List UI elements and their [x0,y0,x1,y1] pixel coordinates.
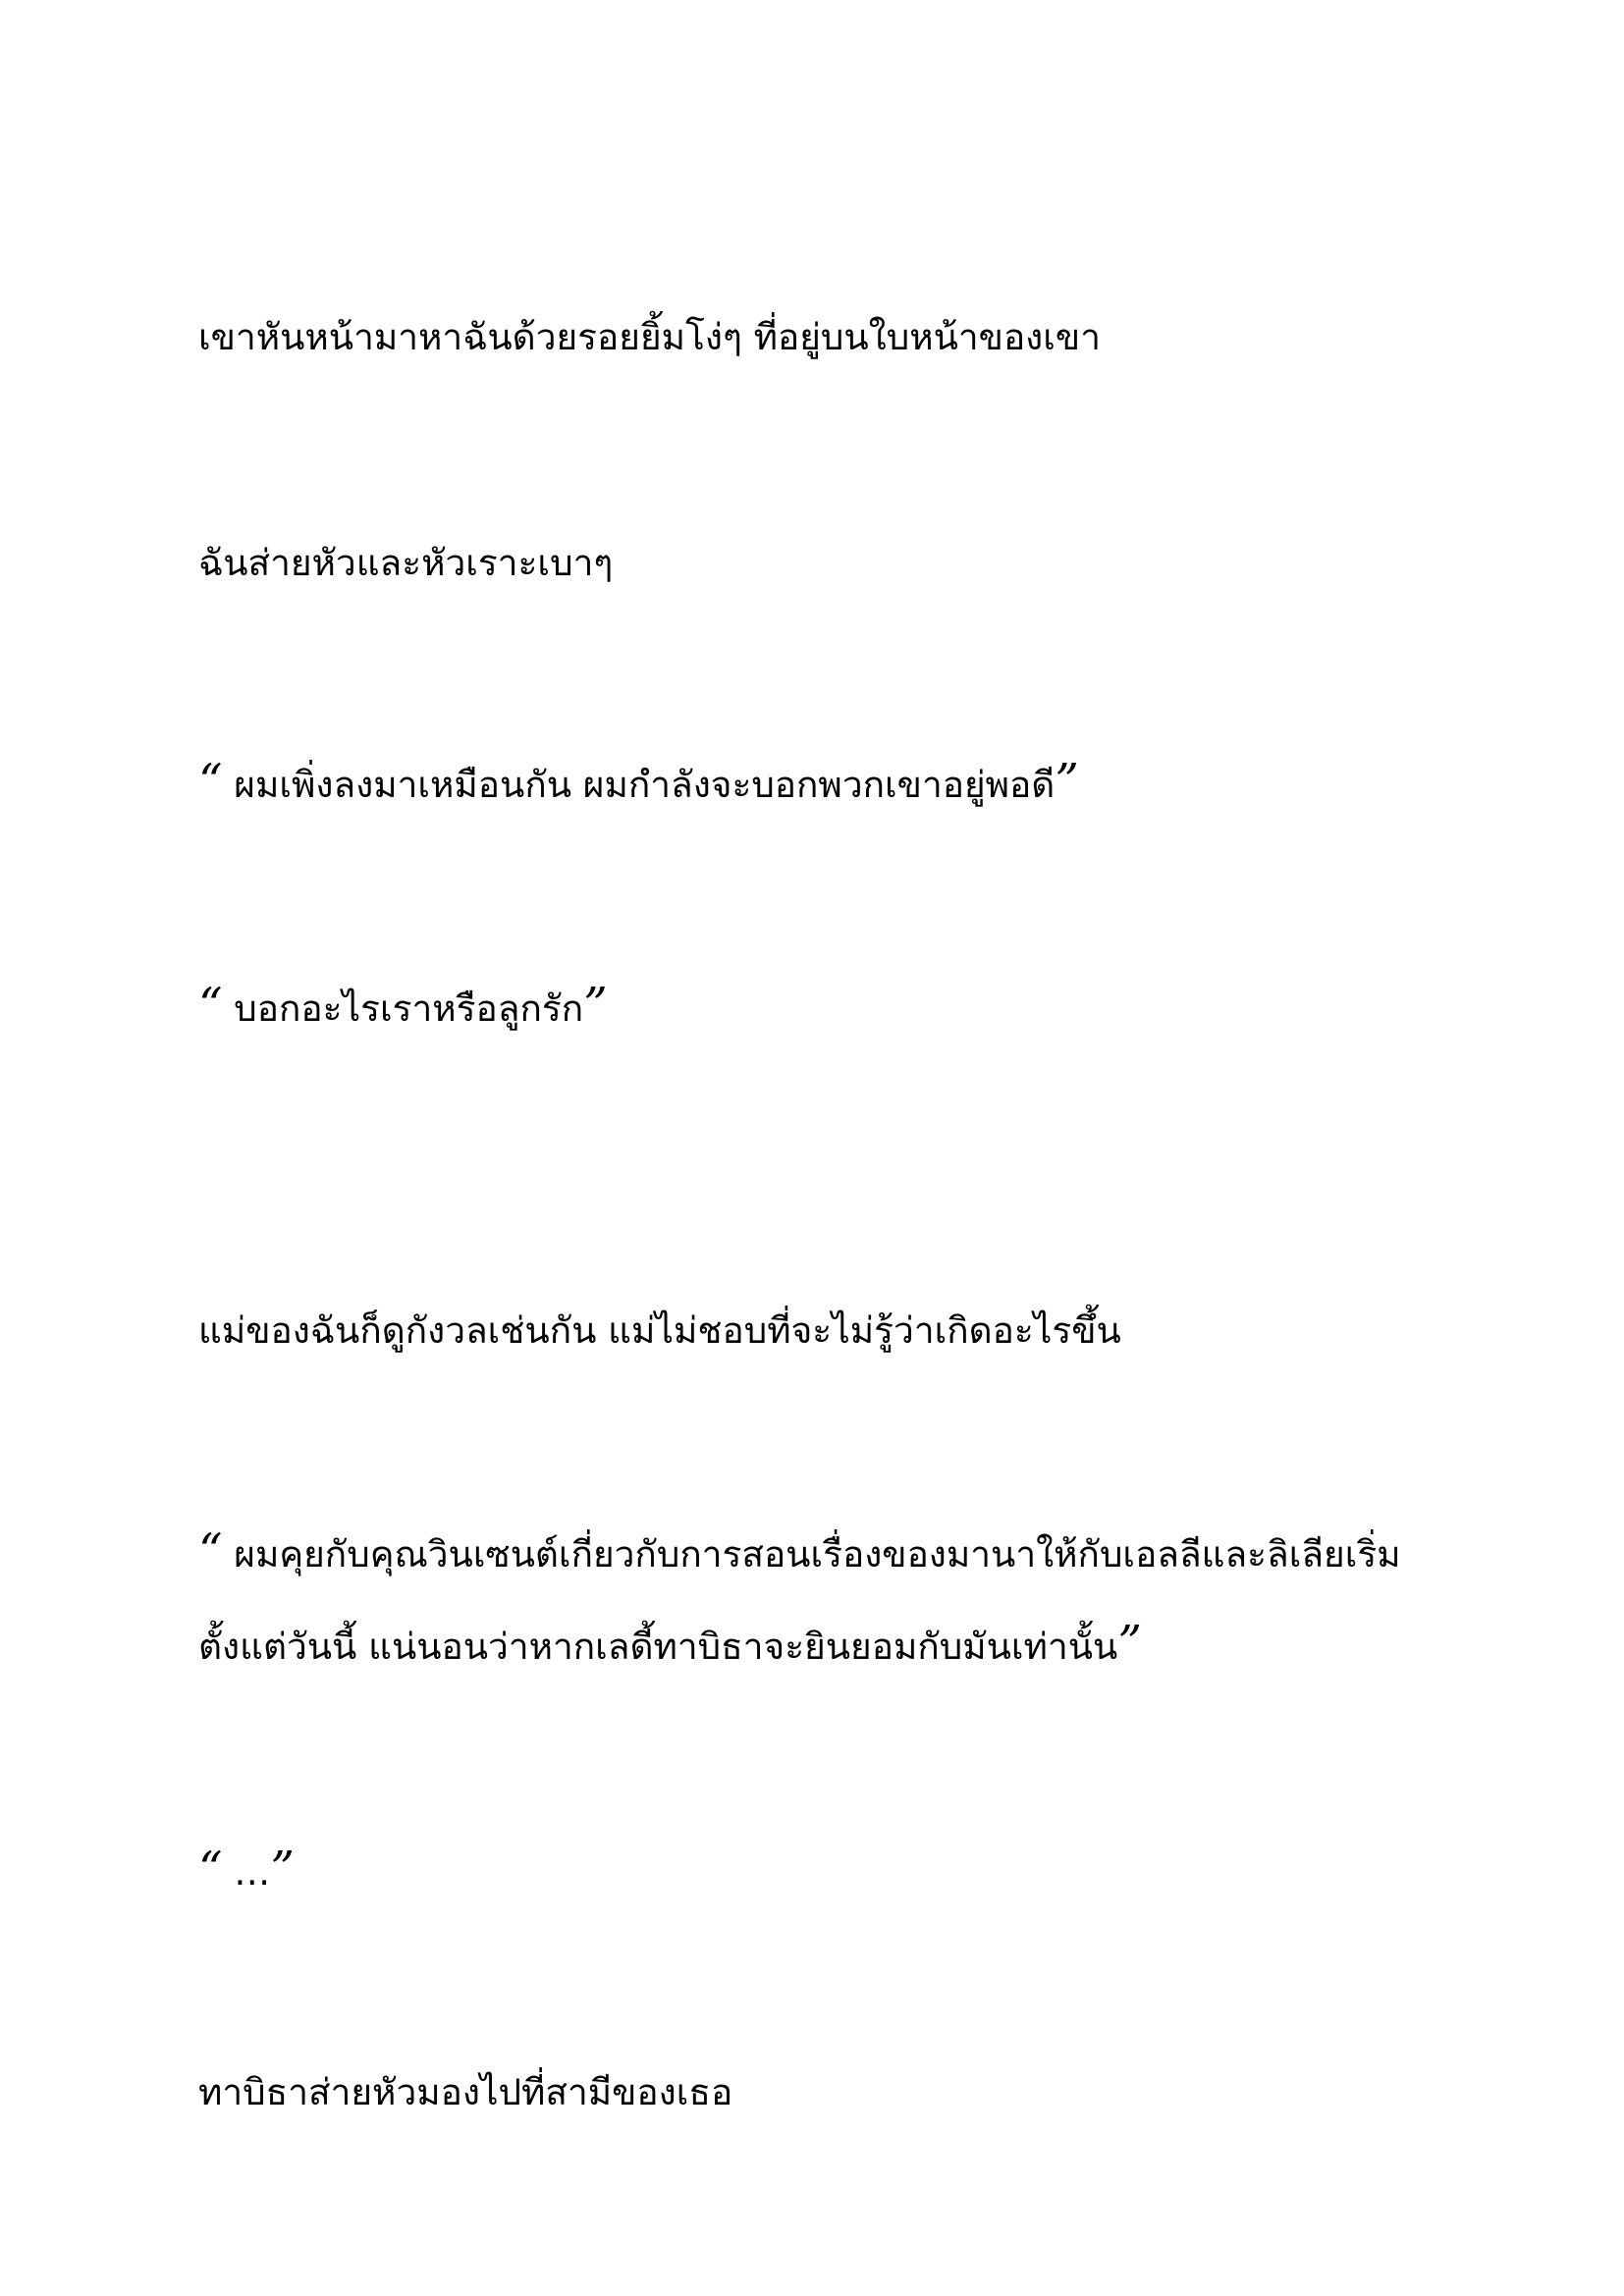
dialogue-text: ผมเพิ่งลงมาเหมือนกัน ผมกำลังจะบอกพวกเขาอยู่พอดี [222,764,1056,806]
paragraph-text: เขาหันหน้ามาหาฉันด้วยรอยยิ้มโง่ๆ ที่อยู่บนใบหน้าของเขา [198,316,1101,358]
open-quote: “ [198,754,223,809]
paragraph-text: แม่ของฉันก็ดูกังวลเช่นกัน แม่ไม่ชอบที่จะไม่รู้ว่าเกิดอะไรขึ้น [198,1309,1121,1352]
dialogue-line-4 [198,1842,295,1898]
paragraph-text: ทาบิธาส่ายหัวมองไปที่สามีของเธอ [198,2071,733,2113]
dialogue-line-2 [198,978,608,1035]
dialogue-text: ผมคุยกับคุณวินเซนต์เกี่ยวกับการสอนเรื่องของมานาให้กับเอลลีและลิเลียเริ่ม [222,1533,1401,1575]
close-quote: ” [270,1842,295,1896]
paragraph-2 [198,538,613,589]
open-quote: “ [198,1523,223,1578]
close-quote: ” [1117,1616,1142,1671]
dialogue-line-3b [198,1616,1142,1673]
paragraph-1 [198,312,1101,363]
dialogue-line-1 [198,754,1079,811]
open-quote: “ [198,978,223,1033]
paragraph-text: ฉันส่ายหัวและหัวเราะเบาๆ [198,542,614,584]
close-quote: ” [1055,754,1079,809]
dialogue-text: ตั้งแต่วันนี้ แน่นอนว่าหากเลดี้ทาบิธาจะยินยอมกับมันเท่านั้น [198,1626,1118,1668]
close-quote: ” [583,978,608,1033]
dialogue-line-3a [198,1523,1401,1580]
dialogue-text: บอกอะไรเราหรือลูกรัก [222,988,584,1030]
paragraph-4 [198,2067,732,2118]
open-quote: “ [198,1842,223,1896]
paragraph-3 [198,1306,1121,1357]
dialogue-text: … [222,1851,271,1894]
